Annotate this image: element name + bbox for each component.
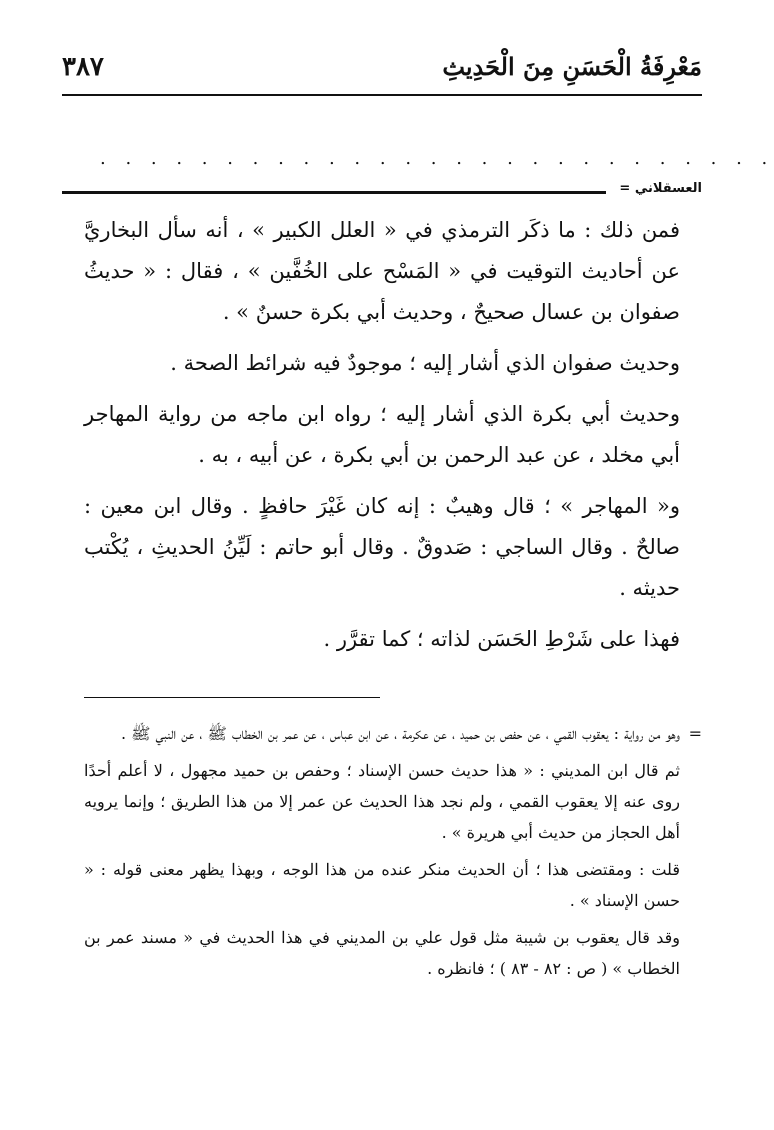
running-title: مَعْرِفَةُ الْحَسَنِ مِنَ الْحَدِيثِ: [442, 52, 702, 81]
page-number: ٣٨٧: [62, 52, 104, 82]
footnote-paragraph: قلت : ومقتضى هذا ؛ أن الحديث منكر عنده من هذا الوجه ، وبهذا يظهر معنى قوله : « حسن الإسناد » .: [84, 860, 680, 910]
paragraph: وحديث أبي بكرة الذي أشار إليه ؛ رواه ابن ماجه من رواية المهاجر أبي مخلد ، عن عبد الرحمن بن أبي بكرة ، عن أبيه ، به .: [84, 402, 680, 467]
paragraph: وحديث صفوان الذي أشار إليه ؛ موجودٌ فيه شرائط الصحة .: [170, 351, 680, 375]
footnote-paragraph: ثم قال ابن المديني : « هذا حديث حسن الإسناد ؛ وحفص بن حميد مجهول ، لا أعلم أحدًا روى عنه إلا يعقوب القمي ، ولم نجد هذا الحديث عن عمر إلا من هذا الطريق ؛ وإنما يرويه أهل الحجاز من حديث أبي هريرة » .: [84, 761, 681, 842]
footnote-continuation-mark: =: [688, 724, 702, 743]
paragraph: فمن ذلك : ما ذكَر الترمذي في « العلل الكبير » ، أنه سأل البخاريَّ عن أحاديث التوقيت في « المَسْح على الخُفَّين » ، فقال : « حديثُ صفوان بن عسال صحيحٌ ، وحديث أبي بكرة حسنٌ » .: [84, 218, 680, 324]
footnote-divider: [84, 697, 380, 698]
footnote-paragraph: وهو من رواية : يعقوب القمي ، عن حفص بن حميد ، عن عكرمة ، عن ابن عباس ، عن عمر بن الخطاب ﷺ ، عن النبي ﷺ .: [120, 724, 680, 743]
paragraph: و« المهاجر » ؛ قال وهيبٌ : إنه كان غَيْرَ حافظٍ . وقال ابن معين : صالحٌ . وقال الساجي : صَدوقٌ . وقال أبو حاتم : لَيِّنُ الحديثِ ، يُكْتب حديثه .: [84, 494, 680, 600]
paragraph: فهذا على شَرْطِ الحَسَن لذاته ؛ كما تقرَّر .: [323, 627, 680, 651]
footnotes: [84, 718, 680, 990]
heading-rule: [62, 191, 606, 194]
section-separator-dots: . . . . . . . . . . . . . . . . . . . . . . . . . . .: [100, 148, 774, 169]
commentator-heading: [62, 181, 702, 201]
main-text: [84, 210, 680, 670]
footnote-paragraph: وقد قال يعقوب بن شيبة مثل قول علي بن المديني في هذا الحديث في « مسند عمر بن الخطاب » ( ص : ٨٢ - ٨٣ ) ؛ فانظره .: [84, 928, 680, 978]
page-header: [62, 48, 702, 96]
commentator-label: العسقلاني =: [619, 181, 702, 196]
